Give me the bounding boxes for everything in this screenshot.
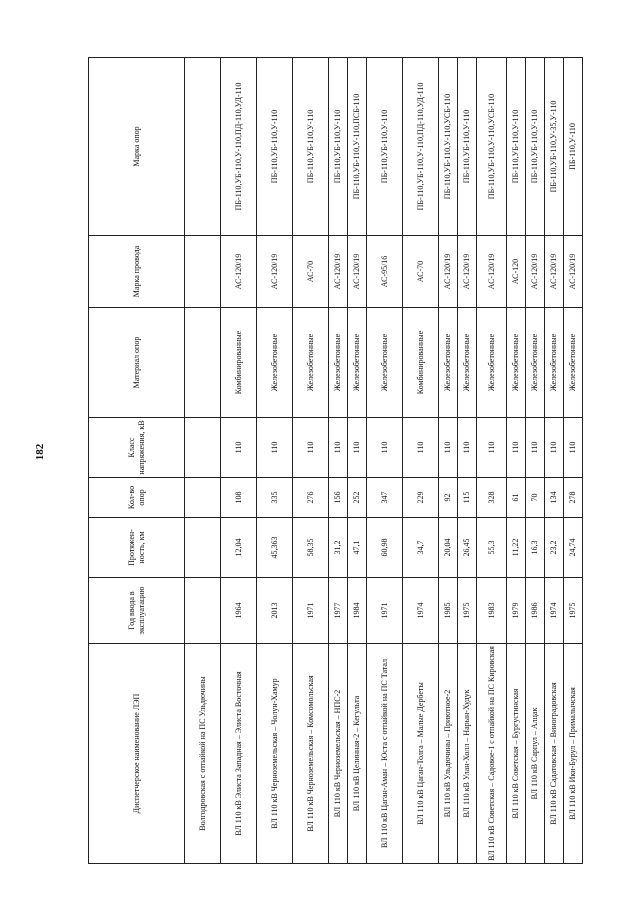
cell-tower-brand: ПБ-110,УБ-110,У-110 [293,58,329,236]
cell-tower-count: 156 [329,478,348,518]
cell-line-name: ВЛ 110 кВ Элиста Западная – Элиста Восточная [221,644,257,864]
cell-tower-count: 347 [367,478,403,518]
header-year: Год ввода в эксплуатацию [89,578,185,644]
cell-tower-count: 335 [257,478,293,518]
header-voltage: Класс напряжения, кВ [89,418,185,478]
cell-line-name: ВЛ 110 кВ Цаган-Толга – Малые Дербеты [403,644,439,864]
cell-tower-count: 134 [545,478,564,518]
cell-voltage: 110 [403,418,439,478]
cell-tower-brand: ПБ-110,УБ-110,У-110,УСБ-110 [477,58,507,236]
table-row [439,58,458,864]
header-wire-brand: Марка провода [89,236,185,308]
cell-tower-count: 70 [526,478,545,518]
table-row [403,58,439,864]
table-row [293,58,329,864]
cell-year: 1974 [403,578,439,644]
cell-voltage: 110 [367,418,403,478]
cell-tower-material: Железобетонные [367,308,403,418]
cell-line-name: ВЛ 110 кВ Ульдючины – Приютное-2 [439,644,458,864]
cell-length: 60,98 [367,518,403,578]
cell-line-name: ВЛ 110 кВ Черноземельская – НПС-2 [329,644,348,864]
cell-voltage: 110 [526,418,545,478]
cell-year: 1979 [507,578,526,644]
cell-tower-brand: ПБ-110,УБ-110,У-110,УСБ-110 [439,58,458,236]
cell-voltage: 110 [257,418,293,478]
table-row [221,58,257,864]
cell-tower-material: Железобетонные [477,308,507,418]
table-row [564,58,583,864]
cell-length: 26,45 [458,518,477,578]
cell-tower-material: Железобетонные [257,308,293,418]
cell-year: 1983 [477,578,507,644]
cell-tower-material: Комбинированные [403,308,439,418]
cell-voltage: 110 [348,418,367,478]
cell-tower-material: Железобетонные [526,308,545,418]
cell-line-name: ВЛ 110 кВ Черноземельская – Комсомольская [293,644,329,864]
cell-tower-count: 328 [477,478,507,518]
cell-tower-material: Железобетонные [545,308,564,418]
cell-wire-brand: АС-120/19 [348,236,367,308]
page-number: 182 [34,443,46,461]
table-row [507,58,526,864]
rotated-table-container [88,58,577,864]
cell-year: 1984 [348,578,367,644]
cell-tower-brand: ПБ-110,УБ-110,У-110 [458,58,477,236]
cell-tower-count: 276 [293,478,329,518]
cell-voltage: 110 [477,418,507,478]
cell-wire-brand: АС-120/19 [329,236,348,308]
cell-line-name: ВЛ 110 кВ Советская – Садовое-1 с отпайкой на ПС Кировская [477,644,507,864]
header-tower-material: Материал опор [89,308,185,418]
cell-year [185,578,221,644]
cell-tower-brand: ПБ-110,УБ-110,У-110,ПД-110,УД-110 [403,58,439,236]
table-row [458,58,477,864]
cell-wire-brand: АС-120 [507,236,526,308]
cell-length: 12,04 [221,518,257,578]
cell-line-name: ВЛ 110 кВ Советская – Бургустинская [507,644,526,864]
power-lines-table [88,57,583,864]
cell-line-name: ВЛ 110 кВ Целинная-2 – Кегульта [348,644,367,864]
header-line-name: Диспетчерское наименование ЛЭП [89,644,185,864]
cell-voltage: 110 [458,418,477,478]
cell-tower-brand: ПБ-110,УБ-110,У-110 [367,58,403,236]
cell-tower-brand: ПБ-110,УБ-110,У-110 [526,58,545,236]
cell-voltage: 110 [507,418,526,478]
cell-year: 1975 [564,578,583,644]
table-header-row [89,58,185,864]
table-page-area [88,58,577,864]
cell-wire-brand: АС-120/19 [477,236,507,308]
cell-line-name: ВЛ 110 кВ Черноземельская – Чолун-Хамур [257,644,293,864]
cell-wire-brand [185,236,221,308]
cell-tower-material: Железобетонные [293,308,329,418]
cell-wire-brand: АС-70 [293,236,329,308]
table-row [329,58,348,864]
cell-tower-count: 229 [403,478,439,518]
cell-length: 47,1 [348,518,367,578]
cell-voltage [185,418,221,478]
table-row [185,58,221,864]
cell-wire-brand: АС-120/19 [221,236,257,308]
cell-tower-material: Железобетонные [348,308,367,418]
cell-tower-count [185,478,221,518]
table-row [257,58,293,864]
cell-year: 1985 [439,578,458,644]
table-row [348,58,367,864]
cell-year: 1974 [545,578,564,644]
cell-tower-material: Железобетонные [564,308,583,418]
cell-tower-brand [185,58,221,236]
cell-tower-count: 115 [458,478,477,518]
cell-length: 55,3 [477,518,507,578]
header-tower-count: Кол-во опор [89,478,185,518]
cell-tower-count: 108 [221,478,257,518]
cell-wire-brand: АС-70 [403,236,439,308]
cell-year: 1977 [329,578,348,644]
cell-length: 58,35 [293,518,329,578]
cell-voltage: 110 [439,418,458,478]
cell-tower-brand: ПБ-110,У-110 [564,58,583,236]
cell-year: 1971 [367,578,403,644]
cell-tower-brand: ПБ-110,УБ-110,У-35,У-110 [545,58,564,236]
cell-wire-brand: АС-95/16 [367,236,403,308]
cell-length: 45,363 [257,518,293,578]
cell-year: 1986 [526,578,545,644]
cell-tower-count: 61 [507,478,526,518]
cell-tower-count: 92 [439,478,458,518]
table-row [526,58,545,864]
cell-wire-brand: АС-120/19 [526,236,545,308]
cell-tower-material: Железобетонные [458,308,477,418]
cell-voltage: 110 [564,418,583,478]
cell-tower-brand: ПБ-110,УБ-110,У-110 [329,58,348,236]
cell-length: 34,7 [403,518,439,578]
cell-year: 1975 [458,578,477,644]
cell-length: 31,2 [329,518,348,578]
cell-wire-brand: АС-120/19 [439,236,458,308]
cell-length [185,518,221,578]
cell-tower-brand: ПБ-110,УБ-110,У-110,ПД-110,УД-110 [221,58,257,236]
cell-tower-brand: ПБ-110,УБ-110,У-110,ПСБ-110 [348,58,367,236]
cell-tower-count: 278 [564,478,583,518]
cell-voltage: 110 [329,418,348,478]
cell-wire-brand: АС-120/19 [458,236,477,308]
cell-voltage: 110 [221,418,257,478]
cell-year: 1971 [293,578,329,644]
cell-tower-material: Железобетонные [507,308,526,418]
cell-tower-count: 252 [348,478,367,518]
header-tower-brand: Марка опор [89,58,185,236]
cell-line-name: ВЛ 110 кВ Сарпул – Алцак [526,644,545,864]
cell-tower-material: Комбинированные [221,308,257,418]
cell-tower-material: Железобетонные [329,308,348,418]
cell-line-name: Волгодровская с отпайкой на ПС Ульдючины [185,644,221,864]
cell-length: 16,3 [526,518,545,578]
cell-wire-brand: АС-120/19 [257,236,293,308]
cell-line-name: ВЛ 110 кВ Улан-Холл – Нарын-Худук [458,644,477,864]
cell-line-name: ВЛ 110 кВ Цаган-Аман – Юста с отпайкой на ПС Татал [367,644,403,864]
cell-tower-brand: ПБ-110,УБ-110,У-110 [257,58,293,236]
cell-length: 24,74 [564,518,583,578]
cell-voltage: 110 [545,418,564,478]
cell-tower-brand: ПБ-110,УБ-110,У-110 [507,58,526,236]
cell-year: 1964 [221,578,257,644]
cell-year: 2013 [257,578,293,644]
header-length: Протяжен-ность, км [89,518,185,578]
cell-tower-material [185,308,221,418]
cell-tower-material: Железобетонные [439,308,458,418]
table-row [545,58,564,864]
cell-voltage: 110 [293,418,329,478]
cell-length: 11,22 [507,518,526,578]
cell-length: 23,2 [545,518,564,578]
cell-length: 20,04 [439,518,458,578]
table-row [477,58,507,864]
cell-line-name: ВЛ 110 кВ Садатовская – Виноградовская [545,644,564,864]
cell-wire-brand: АС-120/19 [545,236,564,308]
cell-wire-brand: АС-120/19 [564,236,583,308]
cell-line-name: ВЛ 110 кВ Ики-Бурул – Прималычская [564,644,583,864]
table-row [367,58,403,864]
